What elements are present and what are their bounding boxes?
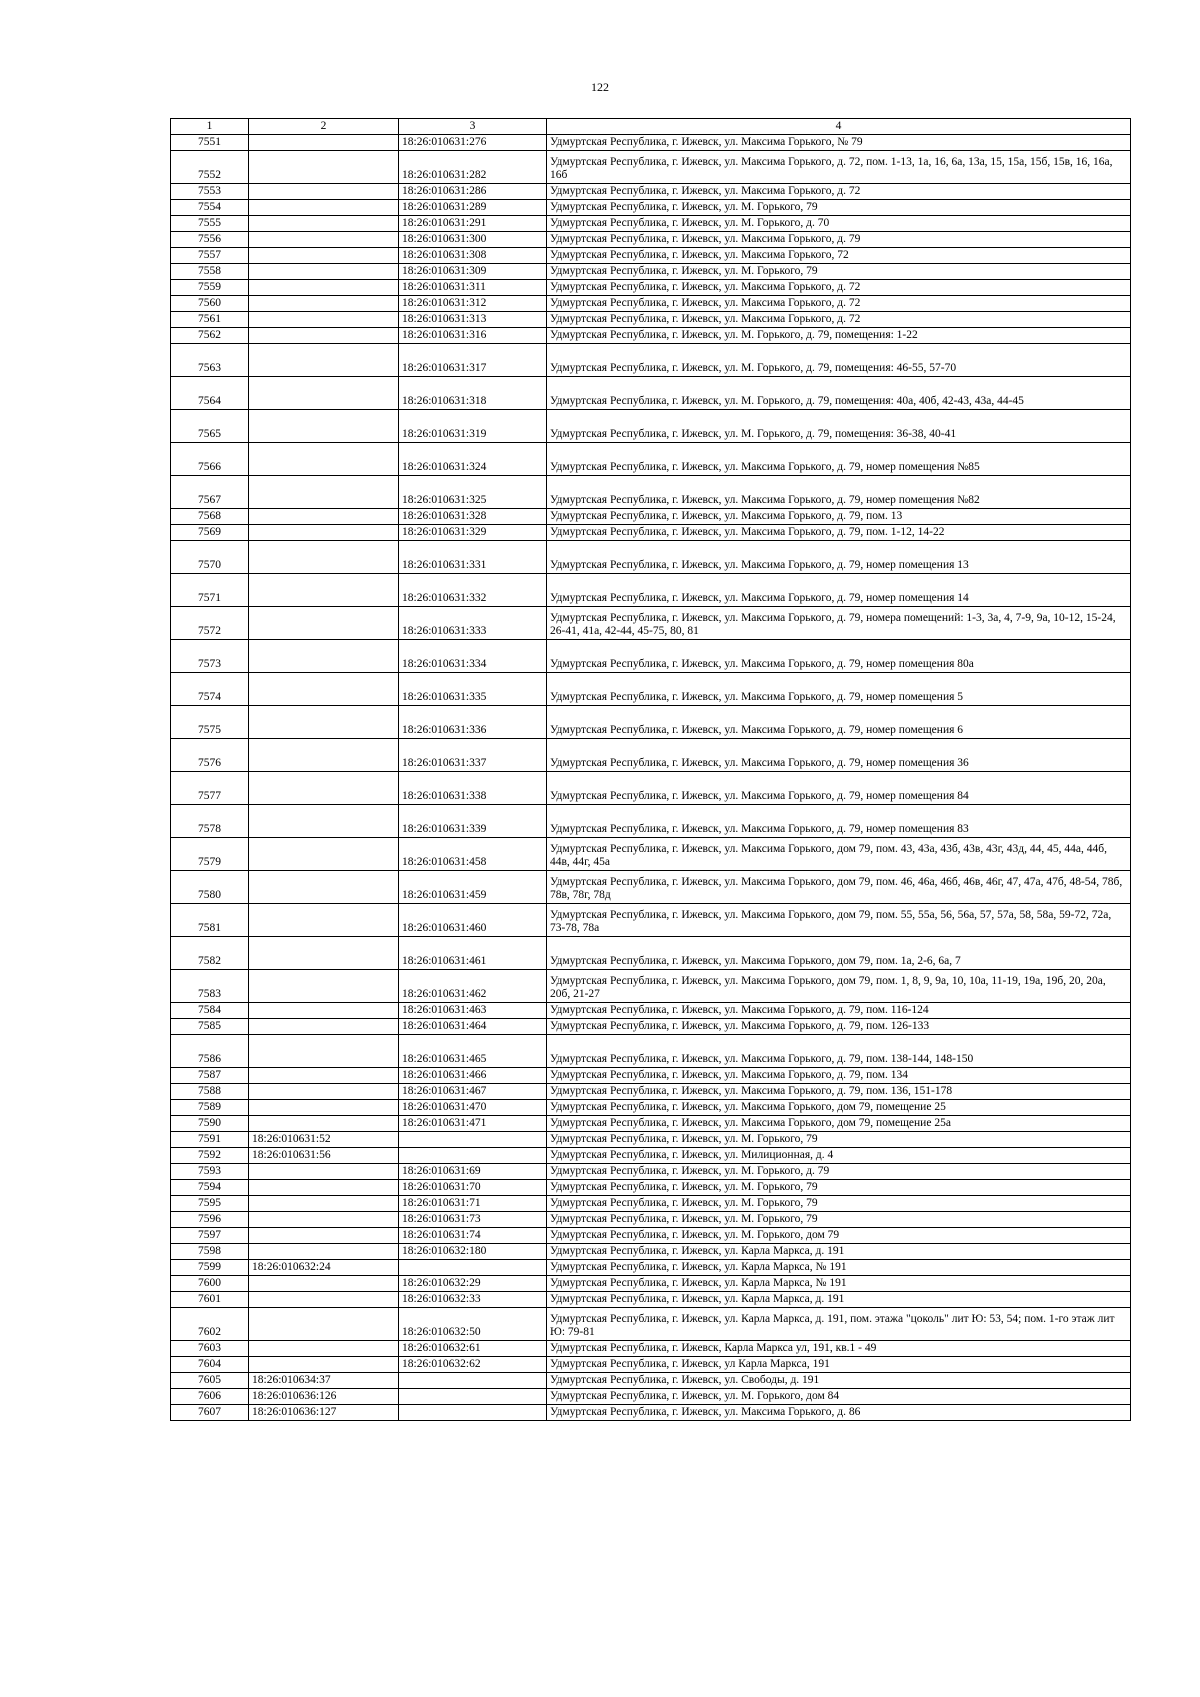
table-row xyxy=(171,1292,1131,1308)
cadastral-number-col3: 18:26:010631:69 xyxy=(399,1164,547,1180)
table-row xyxy=(171,216,1131,232)
cadastral-number-col3: 18:26:010631:74 xyxy=(399,1228,547,1244)
row-number: 7590 xyxy=(171,1116,249,1132)
cadastral-number-col3 xyxy=(399,1405,547,1421)
row-number: 7559 xyxy=(171,280,249,296)
table-row xyxy=(171,312,1131,328)
table-row xyxy=(171,541,1131,574)
cadastral-number-col3: 18:26:010631:289 xyxy=(399,200,547,216)
row-number: 7581 xyxy=(171,904,249,937)
table-row xyxy=(171,1019,1131,1035)
table-row xyxy=(171,871,1131,904)
row-number: 7555 xyxy=(171,216,249,232)
address-cell: Удмуртская Республика, г. Ижевск, ул. М. Горького, 79 xyxy=(547,1212,1131,1228)
row-number: 7564 xyxy=(171,377,249,410)
row-number: 7571 xyxy=(171,574,249,607)
address-cell: Удмуртская Республика, г. Ижевск, ул. М. Горького, д. 79 xyxy=(547,1164,1131,1180)
address-cell: Удмуртская Республика, г. Ижевск, ул. Милиционная, д. 4 xyxy=(547,1148,1131,1164)
cadastral-number-col3: 18:26:010631:300 xyxy=(399,232,547,248)
registry-table xyxy=(170,118,1131,1421)
table-row xyxy=(171,1100,1131,1116)
row-number: 7589 xyxy=(171,1100,249,1116)
cadastral-number-col2 xyxy=(249,1019,399,1035)
table-row xyxy=(171,772,1131,805)
cadastral-number-col3: 18:26:010632:50 xyxy=(399,1308,547,1341)
cadastral-number-col2 xyxy=(249,1212,399,1228)
address-cell: Удмуртская Республика, г. Ижевск, ул. Максима Горького, д. 79, номер помещения 5 xyxy=(547,673,1131,706)
row-number: 7567 xyxy=(171,476,249,509)
address-cell: Удмуртская Республика, г. Ижевск, ул. Максима Горького, д. 79, номер помещения №82 xyxy=(547,476,1131,509)
address-cell: Удмуртская Республика, г. Ижевск, ул. М. Горького, дом 84 xyxy=(547,1389,1131,1405)
cadastral-number-col3: 18:26:010631:339 xyxy=(399,805,547,838)
row-number: 7607 xyxy=(171,1405,249,1421)
cadastral-number-col2 xyxy=(249,1003,399,1019)
table-row xyxy=(171,296,1131,312)
row-number: 7572 xyxy=(171,607,249,640)
table-row xyxy=(171,739,1131,772)
table-row xyxy=(171,937,1131,970)
cadastral-number-col2 xyxy=(249,1292,399,1308)
cadastral-number-col3: 18:26:010631:338 xyxy=(399,772,547,805)
address-cell: Удмуртская Республика, г. Ижевск, ул. Максима Горького, дом 79, помещение 25а xyxy=(547,1116,1131,1132)
address-cell: Удмуртская Республика, г. Ижевск, ул. М. Горького, д. 79, помещения: 36-38, 40-41 xyxy=(547,410,1131,443)
cadastral-number-col2 xyxy=(249,1308,399,1341)
cadastral-number-col3: 18:26:010631:465 xyxy=(399,1035,547,1068)
address-cell: Удмуртская Республика, г. Ижевск, ул. Максима Горького, д. 79, номер помещения 14 xyxy=(547,574,1131,607)
cadastral-number-col2: 18:26:010634:37 xyxy=(249,1373,399,1389)
cadastral-number-col2 xyxy=(249,772,399,805)
table-row xyxy=(171,443,1131,476)
table-row xyxy=(171,1389,1131,1405)
address-cell: Удмуртская Республика, г. Ижевск, ул. М. Горького, д. 79, помещения: 1-22 xyxy=(547,328,1131,344)
table-row xyxy=(171,232,1131,248)
row-number: 7575 xyxy=(171,706,249,739)
cadastral-number-col2 xyxy=(249,1068,399,1084)
row-number: 7586 xyxy=(171,1035,249,1068)
cadastral-number-col2 xyxy=(249,509,399,525)
cadastral-number-col2 xyxy=(249,1244,399,1260)
address-cell: Удмуртская Республика, г. Ижевск, ул. М. Горького, 79 xyxy=(547,200,1131,216)
address-cell: Удмуртская Республика, г. Ижевск, ул. Максима Горького, д. 72, пом. 1-13, 1а, 16, 6а, 13а, 15, 15а, 15б, 15в, 16, 16а, 16б xyxy=(547,151,1131,184)
address-cell: Удмуртская Республика, г. Ижевск, ул. Максима Горького, д. 79, пом. 134 xyxy=(547,1068,1131,1084)
address-cell: Удмуртская Республика, г. Ижевск, ул. Свободы, д. 191 xyxy=(547,1373,1131,1389)
cadastral-number-col2 xyxy=(249,970,399,1003)
cadastral-number-col2 xyxy=(249,200,399,216)
cadastral-number-col3: 18:26:010631:461 xyxy=(399,937,547,970)
cadastral-number-col3: 18:26:010631:332 xyxy=(399,574,547,607)
address-cell: Удмуртская Республика, г. Ижевск, ул. М. Горького, дом 79 xyxy=(547,1228,1131,1244)
cadastral-number-col2: 18:26:010631:56 xyxy=(249,1148,399,1164)
cadastral-number-col3: 18:26:010631:329 xyxy=(399,525,547,541)
cadastral-number-col2 xyxy=(249,1276,399,1292)
table-row xyxy=(171,904,1131,937)
row-number: 7576 xyxy=(171,739,249,772)
row-number: 7580 xyxy=(171,871,249,904)
address-cell: Удмуртская Республика, г. Ижевск, ул Карла Маркса, 191 xyxy=(547,1357,1131,1373)
table-row xyxy=(171,525,1131,541)
row-number: 7596 xyxy=(171,1212,249,1228)
address-cell: Удмуртская Республика, г. Ижевск, ул. Максима Горького, д. 79, номер помещения 84 xyxy=(547,772,1131,805)
cadastral-number-col2 xyxy=(249,410,399,443)
cadastral-number-col3: 18:26:010631:308 xyxy=(399,248,547,264)
cadastral-number-col2 xyxy=(249,525,399,541)
cadastral-number-col2 xyxy=(249,904,399,937)
table-row xyxy=(171,1341,1131,1357)
cadastral-number-col2 xyxy=(249,640,399,673)
cadastral-number-col3: 18:26:010631:336 xyxy=(399,706,547,739)
table-row xyxy=(171,1084,1131,1100)
row-number: 7587 xyxy=(171,1068,249,1084)
address-cell: Удмуртская Республика, г. Ижевск, ул. Карла Маркса, д. 191, пом. этажа "цоколь" лит Ю: 53, 54; пом. 1-го этаж лит Ю: 79-81 xyxy=(547,1308,1131,1341)
row-number: 7602 xyxy=(171,1308,249,1341)
cadastral-number-col3: 18:26:010631:331 xyxy=(399,541,547,574)
column-header: 2 xyxy=(249,119,399,135)
row-number: 7599 xyxy=(171,1260,249,1276)
address-cell: Удмуртская Республика, г. Ижевск, ул. Максима Горького, дом 79, пом. 1а, 2-6, 6а, 7 xyxy=(547,937,1131,970)
table-row xyxy=(171,1260,1131,1276)
table-row xyxy=(171,1196,1131,1212)
table-row xyxy=(171,328,1131,344)
address-cell: Удмуртская Республика, г. Ижевск, ул. Максима Горького, дом 79, пом. 46, 46а, 46б, 46в, 46г, 47, 47а, 47б, 48-54, 78б, 78в, 78г, 78д xyxy=(547,871,1131,904)
address-cell: Удмуртская Республика, г. Ижевск, ул. М. Горького, 79 xyxy=(547,1196,1131,1212)
table-row xyxy=(171,1357,1131,1373)
cadastral-number-col3 xyxy=(399,1260,547,1276)
cadastral-number-col2 xyxy=(249,739,399,772)
address-cell: Удмуртская Республика, г. Ижевск, ул. М. Горького, 79 xyxy=(547,264,1131,280)
table-row xyxy=(171,184,1131,200)
table-row xyxy=(171,151,1131,184)
row-number: 7583 xyxy=(171,970,249,1003)
row-number: 7601 xyxy=(171,1292,249,1308)
address-cell: Удмуртская Республика, г. Ижевск, ул. Карла Маркса, № 191 xyxy=(547,1260,1131,1276)
row-number: 7593 xyxy=(171,1164,249,1180)
column-header: 4 xyxy=(547,119,1131,135)
cadastral-number-col3: 18:26:010631:325 xyxy=(399,476,547,509)
table-row xyxy=(171,1308,1131,1341)
cadastral-number-col2 xyxy=(249,216,399,232)
page-number: 122 xyxy=(591,80,609,94)
table-row xyxy=(171,476,1131,509)
cadastral-number-col3: 18:26:010631:324 xyxy=(399,443,547,476)
cadastral-number-col3: 18:26:010631:335 xyxy=(399,673,547,706)
cadastral-number-col2 xyxy=(249,344,399,377)
row-number: 7605 xyxy=(171,1373,249,1389)
cadastral-number-col3: 18:26:010631:312 xyxy=(399,296,547,312)
row-number: 7597 xyxy=(171,1228,249,1244)
row-number: 7577 xyxy=(171,772,249,805)
address-cell: Удмуртская Республика, г. Ижевск, ул. Максима Горького, д. 79, номер помещения 36 xyxy=(547,739,1131,772)
address-cell: Удмуртская Республика, г. Ижевск, ул. Максима Горького, д. 72 xyxy=(547,296,1131,312)
row-number: 7551 xyxy=(171,135,249,151)
cadastral-number-col3: 18:26:010631:460 xyxy=(399,904,547,937)
address-cell: Удмуртская Республика, г. Ижевск, ул. Максима Горького, дом 79, помещение 25 xyxy=(547,1100,1131,1116)
table-body xyxy=(171,135,1131,1421)
cadastral-number-col3: 18:26:010631:337 xyxy=(399,739,547,772)
address-cell: Удмуртская Республика, г. Ижевск, ул. Максима Горького, д. 79, номер помещения 80а xyxy=(547,640,1131,673)
cadastral-number-col3 xyxy=(399,1389,547,1405)
cadastral-number-col3: 18:26:010632:62 xyxy=(399,1357,547,1373)
address-cell: Удмуртская Республика, г. Ижевск, ул. Максима Горького, д. 79, пом. 126-133 xyxy=(547,1019,1131,1035)
cadastral-number-col3: 18:26:010631:282 xyxy=(399,151,547,184)
cadastral-number-col3: 18:26:010631:73 xyxy=(399,1212,547,1228)
address-cell: Удмуртская Республика, г. Ижевск, ул. Карла Маркса, д. 191 xyxy=(547,1292,1131,1308)
cadastral-number-col2 xyxy=(249,476,399,509)
address-cell: Удмуртская Республика, г. Ижевск, ул. Максима Горького, д. 72 xyxy=(547,184,1131,200)
cadastral-number-col2: 18:26:010636:127 xyxy=(249,1405,399,1421)
table-row xyxy=(171,805,1131,838)
cadastral-number-col2 xyxy=(249,184,399,200)
row-number: 7553 xyxy=(171,184,249,200)
cadastral-number-col2 xyxy=(249,1116,399,1132)
table-row xyxy=(171,1373,1131,1389)
table-header-row xyxy=(171,119,1131,135)
table-row xyxy=(171,264,1131,280)
cadastral-number-col2 xyxy=(249,541,399,574)
cadastral-number-col2 xyxy=(249,1164,399,1180)
row-number: 7584 xyxy=(171,1003,249,1019)
address-cell: Удмуртская Республика, г. Ижевск, ул. Максима Горького, д. 72 xyxy=(547,280,1131,296)
table-row xyxy=(171,248,1131,264)
cadastral-number-col2 xyxy=(249,296,399,312)
cadastral-number-col2 xyxy=(249,673,399,706)
cadastral-number-col3: 18:26:010631:317 xyxy=(399,344,547,377)
column-header: 1 xyxy=(171,119,249,135)
row-number: 7604 xyxy=(171,1357,249,1373)
table-row xyxy=(171,135,1131,151)
row-number: 7594 xyxy=(171,1180,249,1196)
cadastral-number-col3: 18:26:010631:316 xyxy=(399,328,547,344)
cadastral-number-col3: 18:26:010631:466 xyxy=(399,1068,547,1084)
cadastral-number-col3: 18:26:010631:459 xyxy=(399,871,547,904)
cadastral-number-col3 xyxy=(399,1373,547,1389)
table-row xyxy=(171,280,1131,296)
cadastral-number-col3: 18:26:010631:313 xyxy=(399,312,547,328)
address-cell: Удмуртская Республика, г. Ижевск, ул. Максима Горького, дом 79, пом. 43, 43а, 43б, 43в, 43г, 43д, 44, 45, 44а, 44б, 44в, 44г, 45а xyxy=(547,838,1131,871)
row-number: 7552 xyxy=(171,151,249,184)
table-row xyxy=(171,344,1131,377)
address-cell: Удмуртская Республика, г. Ижевск, ул. Максима Горького, д. 86 xyxy=(547,1405,1131,1421)
row-number: 7603 xyxy=(171,1341,249,1357)
table-row xyxy=(171,838,1131,871)
cadastral-number-col2 xyxy=(249,838,399,871)
cadastral-number-col3: 18:26:010631:462 xyxy=(399,970,547,1003)
row-number: 7569 xyxy=(171,525,249,541)
cadastral-number-col3: 18:26:010631:470 xyxy=(399,1100,547,1116)
address-cell: Удмуртская Республика, г. Ижевск, ул. Максима Горького, 72 xyxy=(547,248,1131,264)
address-cell: Удмуртская Республика, г. Ижевск, ул. М. Горького, д. 70 xyxy=(547,216,1131,232)
table-row xyxy=(171,509,1131,525)
cadastral-number-col2 xyxy=(249,1084,399,1100)
cadastral-number-col3: 18:26:010631:286 xyxy=(399,184,547,200)
address-cell: Удмуртская Республика, г. Ижевск, ул. Максима Горького, д. 72 xyxy=(547,312,1131,328)
table-row xyxy=(171,1180,1131,1196)
address-cell: Удмуртская Республика, г. Ижевск, ул. Максима Горького, д. 79, номер помещения №85 xyxy=(547,443,1131,476)
cadastral-number-col2 xyxy=(249,871,399,904)
cadastral-number-col3 xyxy=(399,1132,547,1148)
table-row xyxy=(171,640,1131,673)
address-cell: Удмуртская Республика, г. Ижевск, ул. М. Горького, 79 xyxy=(547,1132,1131,1148)
row-number: 7573 xyxy=(171,640,249,673)
cadastral-number-col3: 18:26:010632:61 xyxy=(399,1341,547,1357)
cadastral-number-col3: 18:26:010631:291 xyxy=(399,216,547,232)
address-cell: Удмуртская Республика, г. Ижевск, ул. М. Горького, д. 79, помещения: 40а, 40б, 42-43, 43а, 44-45 xyxy=(547,377,1131,410)
table-row xyxy=(171,1244,1131,1260)
row-number: 7588 xyxy=(171,1084,249,1100)
table-row xyxy=(171,673,1131,706)
table-row xyxy=(171,200,1131,216)
address-cell: Удмуртская Республика, г. Ижевск, ул. Максима Горького, д. 79, пом. 136, 151-178 xyxy=(547,1084,1131,1100)
row-number: 7565 xyxy=(171,410,249,443)
cadastral-number-col3: 18:26:010631:328 xyxy=(399,509,547,525)
cadastral-number-col3: 18:26:010631:467 xyxy=(399,1084,547,1100)
row-number: 7585 xyxy=(171,1019,249,1035)
cadastral-number-col2 xyxy=(249,264,399,280)
address-cell: Удмуртская Республика, г. Ижевск, ул. Максима Горького, д. 79, номера помещений: 1-3, 3а, 4, 7-9, 9а, 10-12, 15-24, 26-41, 41а, 42-44, 45-75, 80, 81 xyxy=(547,607,1131,640)
cadastral-number-col3: 18:26:010631:311 xyxy=(399,280,547,296)
table-row xyxy=(171,607,1131,640)
table-row xyxy=(171,1068,1131,1084)
cadastral-number-col2 xyxy=(249,280,399,296)
address-cell: Удмуртская Республика, г. Ижевск, ул. Максима Горького, № 79 xyxy=(547,135,1131,151)
cadastral-number-col3: 18:26:010631:334 xyxy=(399,640,547,673)
row-number: 7557 xyxy=(171,248,249,264)
column-header: 3 xyxy=(399,119,547,135)
address-cell: Удмуртская Республика, г. Ижевск, ул. Карла Маркса, д. 191 xyxy=(547,1244,1131,1260)
row-number: 7554 xyxy=(171,200,249,216)
address-cell: Удмуртская Республика, г. Ижевск, ул. Максима Горького, д. 79, номер помещения 13 xyxy=(547,541,1131,574)
cadastral-number-col2 xyxy=(249,1228,399,1244)
cadastral-number-col2 xyxy=(249,443,399,476)
address-cell: Удмуртская Республика, г. Ижевск, ул. Максима Горького, дом 79, пом. 1, 8, 9, 9а, 10, 10а, 11-19, 19а, 19б, 20, 20а, 20б, 21-27 xyxy=(547,970,1131,1003)
cadastral-number-col2 xyxy=(249,706,399,739)
cadastral-number-col2 xyxy=(249,328,399,344)
row-number: 7598 xyxy=(171,1244,249,1260)
row-number: 7566 xyxy=(171,443,249,476)
cadastral-number-col2 xyxy=(249,1035,399,1068)
row-number: 7579 xyxy=(171,838,249,871)
row-number: 7568 xyxy=(171,509,249,525)
cadastral-number-col2 xyxy=(249,574,399,607)
row-number: 7563 xyxy=(171,344,249,377)
cadastral-number-col2 xyxy=(249,312,399,328)
row-number: 7556 xyxy=(171,232,249,248)
cadastral-number-col2 xyxy=(249,805,399,838)
cadastral-number-col3: 18:26:010631:71 xyxy=(399,1196,547,1212)
address-cell: Удмуртская Республика, г. Ижевск, ул. М. Горького, 79 xyxy=(547,1180,1131,1196)
cadastral-number-col3: 18:26:010631:333 xyxy=(399,607,547,640)
table-row xyxy=(171,410,1131,443)
cadastral-number-col2: 18:26:010636:126 xyxy=(249,1389,399,1405)
row-number: 7562 xyxy=(171,328,249,344)
address-cell: Удмуртская Республика, г. Ижевск, ул. Карла Маркса, № 191 xyxy=(547,1276,1131,1292)
cadastral-number-col2 xyxy=(249,1180,399,1196)
table-row xyxy=(171,706,1131,739)
row-number: 7560 xyxy=(171,296,249,312)
table-row xyxy=(171,1132,1131,1148)
address-cell: Удмуртская Республика, г. Ижевск, ул. Максима Горького, д. 79, пом. 1-12, 14-22 xyxy=(547,525,1131,541)
cadastral-number-col2 xyxy=(249,1100,399,1116)
row-number: 7558 xyxy=(171,264,249,280)
cadastral-number-col3: 18:26:010631:471 xyxy=(399,1116,547,1132)
table-row xyxy=(171,1116,1131,1132)
table-row xyxy=(171,1405,1131,1421)
table-row xyxy=(171,1212,1131,1228)
address-cell: Удмуртская Республика, г. Ижевск, ул. Максима Горького, д. 79 xyxy=(547,232,1131,248)
cadastral-number-col2: 18:26:010632:24 xyxy=(249,1260,399,1276)
row-number: 7592 xyxy=(171,1148,249,1164)
address-cell: Удмуртская Республика, г. Ижевск, ул. Максима Горького, д. 79, номер помещения 6 xyxy=(547,706,1131,739)
cadastral-number-col3: 18:26:010632:33 xyxy=(399,1292,547,1308)
address-cell: Удмуртская Республика, г. Ижевск, Карла Маркса ул, 191, кв.1 - 49 xyxy=(547,1341,1131,1357)
cadastral-number-col3 xyxy=(399,1148,547,1164)
cadastral-number-col2 xyxy=(249,1357,399,1373)
cadastral-number-col2 xyxy=(249,151,399,184)
table-row xyxy=(171,574,1131,607)
cadastral-number-col2 xyxy=(249,232,399,248)
cadastral-number-col3: 18:26:010631:319 xyxy=(399,410,547,443)
address-cell: Удмуртская Республика, г. Ижевск, ул. Максима Горького, д. 79, пом. 13 xyxy=(547,509,1131,525)
cadastral-number-col2 xyxy=(249,1341,399,1357)
table-row xyxy=(171,1164,1131,1180)
row-number: 7561 xyxy=(171,312,249,328)
cadastral-number-col3: 18:26:010631:70 xyxy=(399,1180,547,1196)
row-number: 7574 xyxy=(171,673,249,706)
cadastral-number-col2: 18:26:010631:52 xyxy=(249,1132,399,1148)
table-row xyxy=(171,377,1131,410)
cadastral-number-col3: 18:26:010631:309 xyxy=(399,264,547,280)
row-number: 7578 xyxy=(171,805,249,838)
row-number: 7591 xyxy=(171,1132,249,1148)
cadastral-number-col3: 18:26:010632:180 xyxy=(399,1244,547,1260)
cadastral-number-col3: 18:26:010631:318 xyxy=(399,377,547,410)
cadastral-number-col3: 18:26:010631:458 xyxy=(399,838,547,871)
table-row xyxy=(171,1148,1131,1164)
cadastral-number-col2 xyxy=(249,607,399,640)
cadastral-number-col3: 18:26:010631:276 xyxy=(399,135,547,151)
cadastral-number-col3: 18:26:010631:464 xyxy=(399,1019,547,1035)
row-number: 7600 xyxy=(171,1276,249,1292)
row-number: 7606 xyxy=(171,1389,249,1405)
address-cell: Удмуртская Республика, г. Ижевск, ул. Максима Горького, д. 79, пом. 138-144, 148-150 xyxy=(547,1035,1131,1068)
table-row xyxy=(171,1276,1131,1292)
address-cell: Удмуртская Республика, г. Ижевск, ул. Максима Горького, д. 79, пом. 116-124 xyxy=(547,1003,1131,1019)
row-number: 7570 xyxy=(171,541,249,574)
cadastral-number-col2 xyxy=(249,135,399,151)
cadastral-number-col2 xyxy=(249,377,399,410)
cadastral-number-col3: 18:26:010631:463 xyxy=(399,1003,547,1019)
address-cell: Удмуртская Республика, г. Ижевск, ул. Максима Горького, дом 79, пом. 55, 55а, 56, 56а, 57, 57а, 58, 58а, 59-72, 72а, 73-78, 78а xyxy=(547,904,1131,937)
table-row xyxy=(171,1035,1131,1068)
table-row xyxy=(171,1003,1131,1019)
table-row xyxy=(171,970,1131,1003)
cadastral-number-col3: 18:26:010632:29 xyxy=(399,1276,547,1292)
cadastral-number-col2 xyxy=(249,1196,399,1212)
row-number: 7595 xyxy=(171,1196,249,1212)
address-cell: Удмуртская Республика, г. Ижевск, ул. М. Горького, д. 79, помещения: 46-55, 57-70 xyxy=(547,344,1131,377)
cadastral-number-col2 xyxy=(249,937,399,970)
row-number: 7582 xyxy=(171,937,249,970)
table-row xyxy=(171,1228,1131,1244)
cadastral-number-col2 xyxy=(249,248,399,264)
address-cell: Удмуртская Республика, г. Ижевск, ул. Максима Горького, д. 79, номер помещения 83 xyxy=(547,805,1131,838)
